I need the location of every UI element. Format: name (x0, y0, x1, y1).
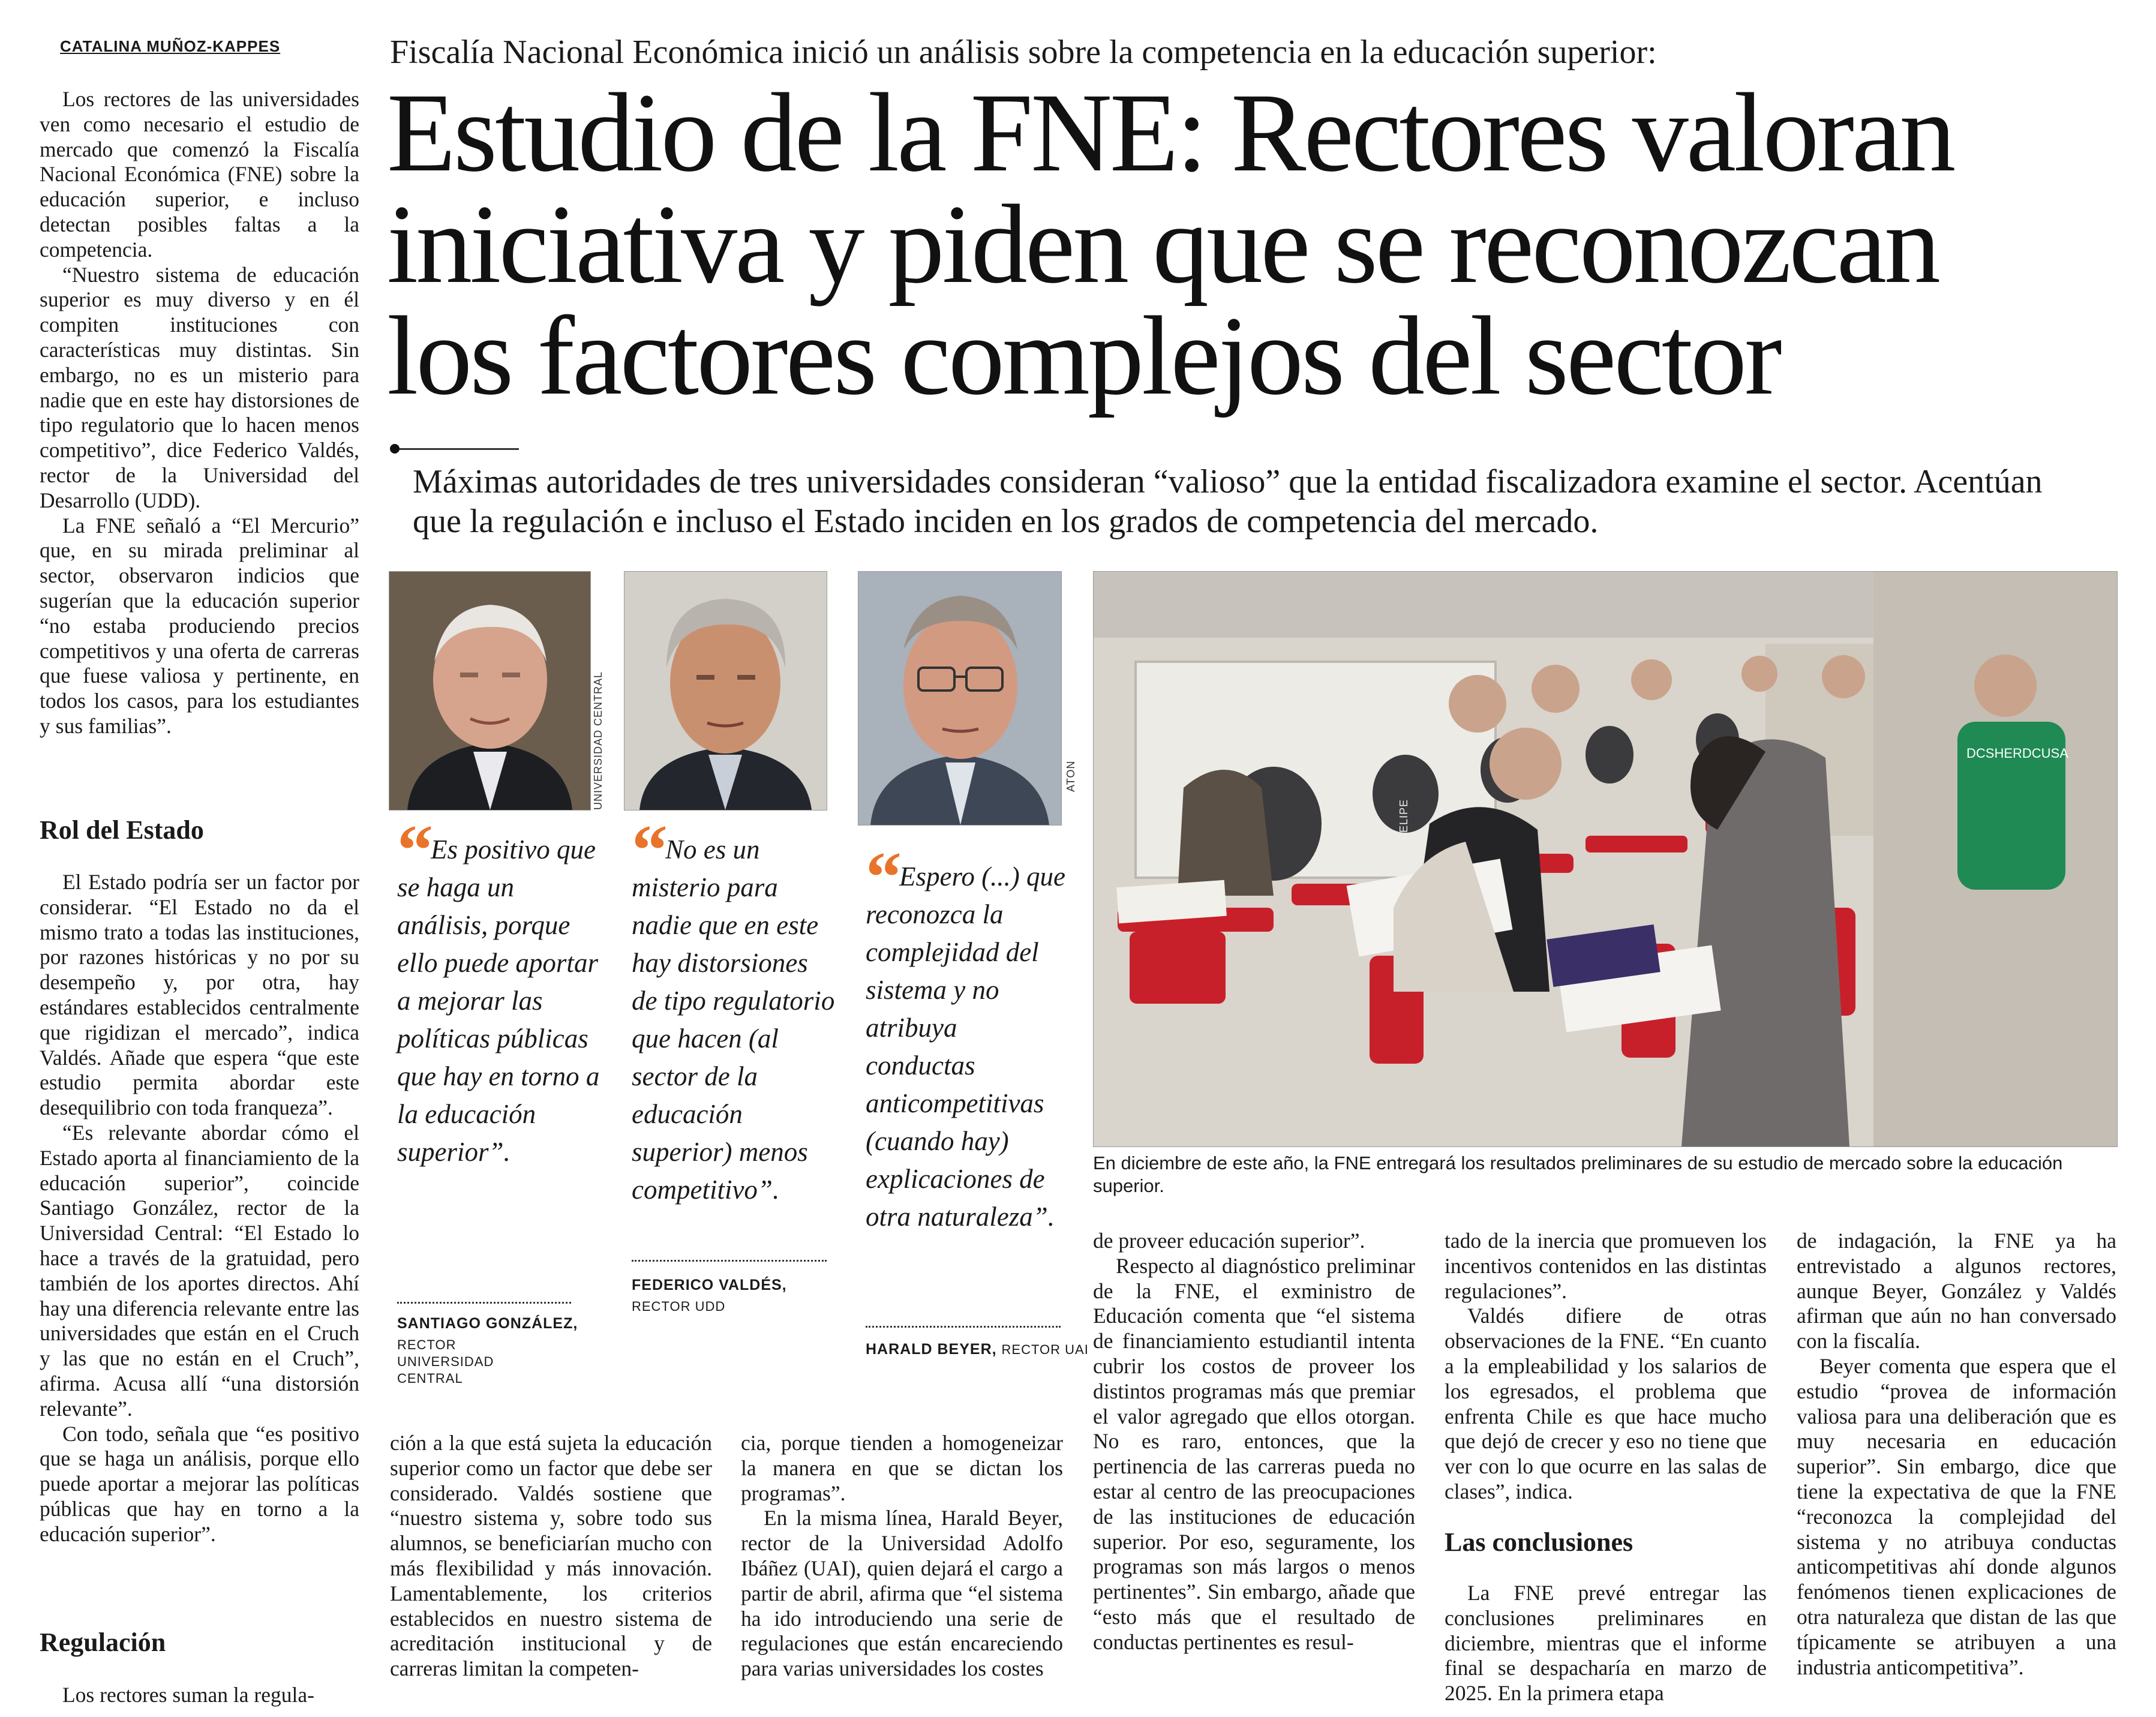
pull-quote-3 (866, 837, 1070, 1236)
column-2 (390, 1431, 712, 1682)
column-1-part-3 (40, 1683, 359, 1708)
portrait-3-image (858, 572, 1061, 825)
lead-divider-dot (390, 444, 400, 454)
paragraph: Beyer comenta que espera que el estudio “provea de información valiosa para una deliberación que es muy necesaria en educación superior”. Sin embargo, dice que tiene la expectativa de que la FNE “reconozca la complejidad del sistema y no atribuya conductas anticompetitivas ahí donde algunos fenómenos tienen explicaciones de otra naturaleza que distan de las que típicamente se atribuyen a una industria anticompetitiva”. (1797, 1353, 2116, 1679)
paragraph: Con todo, señala que “es positivo que se haga un análisis, porque ello puede aportar a mejorar las políticas públicas que hay en torno a la educación superior”. (40, 1421, 359, 1546)
paragraph: ción a la que está sujeta la educación superior como un factor que debe ser considerado. Valdés sostiene que “nuestro sistema y, sobre todo sus alumnos, se beneficiarían mucho con más flexibilidad y más innovación. Lamentablemente, los criterios establecidos en nuestro sistema de acreditación institucional y de carreras limitan la competen- (390, 1431, 712, 1681)
paragraph: de indagación, la FNE ya ha entrevistado a algunos rectores, aunque Beyer, González y Valdés afirman que aún no han conversado con la fiscalía. (1797, 1229, 2116, 1353)
quote-mark-icon: “ (866, 837, 893, 917)
photo-caption: En diciembre de este año, la FNE entregará los resultados preliminares de su estudio de mercado sobre la educación superior. (1093, 1152, 2063, 1196)
quote-mark-icon: “ (632, 810, 659, 890)
column-5 (1445, 1229, 1767, 1505)
photo-credit-3: ATON (1065, 760, 1077, 792)
pull-quote-1 (397, 810, 601, 1171)
column-1-part-2 (40, 870, 359, 1547)
quote-name-3-text: HARALD BEYER, (866, 1341, 997, 1358)
headline-line-1: Estudio de la FNE: Rectores valoran (387, 70, 1954, 195)
column-3 (741, 1431, 1063, 1682)
lead-divider (393, 448, 519, 450)
paragraph: “Nuestro sistema de educación superior es muy diverso y en él compiten instituciones con características muy distintas. Sin embargo, no es un misterio para nadie que en este hay distorsiones de tipo regulatorio que lo hacen menos competitivo”, dice Federico Valdés, rector de la Universidad del Desarrollo (UDD). (40, 262, 359, 512)
paragraph: Los rectores de las universidades ven como necesario el estudio de mercado que comenzó la Fiscalía Nacional Económica (FNE) sobre la educación superior, e incluso detectan posibles faltas a la competencia. (40, 87, 359, 262)
subhead-las-conclusiones: Las conclusiones (1445, 1527, 1633, 1557)
quote-divider-2 (632, 1260, 827, 1262)
paragraph: de proveer educación superior”. (1093, 1229, 1365, 1253)
headline-line-2: iniciativa y piden que se reconozcan (387, 181, 1939, 307)
subhead-regulacion: Regulación (40, 1628, 166, 1657)
column-6 (1797, 1229, 2116, 1680)
paragraph: tado de la inercia que promueven los incentivos contenidos en las distintas regulaciones”. (1445, 1229, 1767, 1303)
quote-name-3 (866, 1341, 1089, 1358)
portrait-2-image (624, 572, 827, 810)
paragraph: El Estado podría ser un factor por considerar. “El Estado no da el mismo trato a todas las instituciones, por razones históricas y no por su desempeño y, por otra, hay estándares establecidos centralmente que rigidizan el mercado”, indica Valdés. Añade que espera “que este estudio permita abordar este desequilibrio con toda franqueza”. (40, 870, 359, 1120)
quote-role-3: RECTOR UAI (1001, 1342, 1089, 1357)
classroom-photo (1093, 571, 2118, 1147)
paragraph: La FNE señaló a “El Mercurio” que, en su mirada preliminar al sector, observaron indicios que sugerían que la educación superior “no estaba produciendo precios competitivos y una oferta de carreras que fuese valiosa y pertinente, en todos los casos, para los estudiantes y sus familias”. (40, 513, 359, 738)
paragraph: Los rectores suman la regula- (62, 1683, 314, 1707)
quote-text: No es un misterio para nadie que en este hay distorsiones de tipo regulatorio que hacen (al sector de la educación superior) menos competitivo”. (632, 835, 835, 1205)
quote-divider-3 (866, 1326, 1061, 1328)
portrait-1-image (389, 572, 590, 810)
photo-credit-1: UNIVERSIDAD CENTRAL (592, 671, 604, 810)
quote-divider-1 (397, 1302, 571, 1304)
paragraph: Valdés difiere de otras observaciones de la FNE. “En cuanto a la empleabilidad y los salarios de los egresados, el problema que enfrenta Chile es que hace mucho que dejó de crecer y eso no tiene que ver con lo que ocurre en las salas de clases”, indica. (1445, 1304, 1767, 1503)
portrait-federico-valdes (624, 571, 827, 811)
pull-quote-2 (632, 810, 836, 1209)
paragraph: “Es relevante abordar cómo el Estado aporta al financiamiento de la educación superior”, coincide Santiago González, rector de la Universidad Central: “El Estado lo hace a través de la gratuidad, pero también de los aportes directos. Ahí hay una diferencia relevante entre las universidades que están en el Cruch y las que no están en el Cruch”, afirma. Acusa allí “una distorsión relevante”. (40, 1120, 359, 1421)
lead-paragraph: Máximas autoridades de tres universidades consideran “valioso” que la entidad fiscalizadora examine el sector. Acentúan que la regulación e incluso el Estado inciden en los grados de competencia del mercado. (413, 463, 2043, 540)
quote-role-2: RECTOR UDD (632, 1299, 726, 1314)
kicker: Fiscalía Nacional Económica inició un análisis sobre la competencia en la educación superior: (390, 34, 1657, 71)
portrait-harald-beyer (858, 571, 1062, 826)
quote-name-2: FEDERICO VALDÉS, (632, 1277, 787, 1293)
shirt-text: DCSHERDCUSA (1966, 746, 2068, 761)
subhead-rol-del-estado: Rol del Estado (40, 815, 204, 845)
quote-role-1: RECTOR UNIVERSIDAD CENTRAL (397, 1337, 494, 1386)
quote-text: Espero (...) que reconozca la complejidad del sistema y no atribuya conductas anticompetitivas (cuando hay) explicaciones de otra naturaleza”. (866, 861, 1066, 1232)
quote-name-1: SANTIAGO GONZÁLEZ, (397, 1315, 578, 1332)
paragraph: Respecto al diagnóstico preliminar de la FNE, el exministro de Educación comenta que “el sistema de financiamiento estudiantil intenta cubrir los costos de proveer los distintos programas más que premiar el valor agregado que ellos otorgan. No es raro, entonces, que la pertinencia de las carreras pueda no estar al centro de las preocupaciones de las instituciones de educación superior. Por eso, seguramente, los programas son más largos o menos pertinentes”. Sin embargo, añade que “esto más que el resultado de conductas pertinentes es resul- (1093, 1253, 1415, 1654)
quote-text: Es positivo que se haga un análisis, porque ello puede aportar a mejorar las políticas públicas que hay en torno a la educación superior”. (397, 835, 600, 1167)
quote-mark-icon: “ (397, 810, 425, 890)
byline: CATALINA MUÑOZ-KAPPES (60, 37, 281, 55)
classroom-photo-image (1094, 572, 2117, 1146)
paragraph: cia, porque tienden a homogeneizar la manera en que se dictan los programas”. (741, 1431, 1063, 1505)
headline-line-3: los factores complejos del sector (387, 293, 1780, 418)
column-1 (40, 87, 359, 739)
column-5-part-2 (1445, 1581, 1767, 1706)
headline (387, 70, 1954, 418)
photo-credit-classroom: FELIPE (1398, 799, 1410, 840)
portrait-santiago-gonzalez (389, 571, 591, 811)
column-4 (1093, 1229, 1415, 1655)
paragraph: La FNE prevé entregar las conclusiones preliminares en diciembre, mientras que el informe final se despacharía en marzo de 2025. En la primera etapa (1445, 1581, 1767, 1706)
paragraph: En la misma línea, Harald Beyer, rector de la Universidad Adolfo Ibáñez (UAI), quien dejará el cargo a partir de abril, afirma que “el sistema ha ido introduciendo una serie de regulaciones que están encareciendo para varias universidades los costes (741, 1506, 1063, 1681)
